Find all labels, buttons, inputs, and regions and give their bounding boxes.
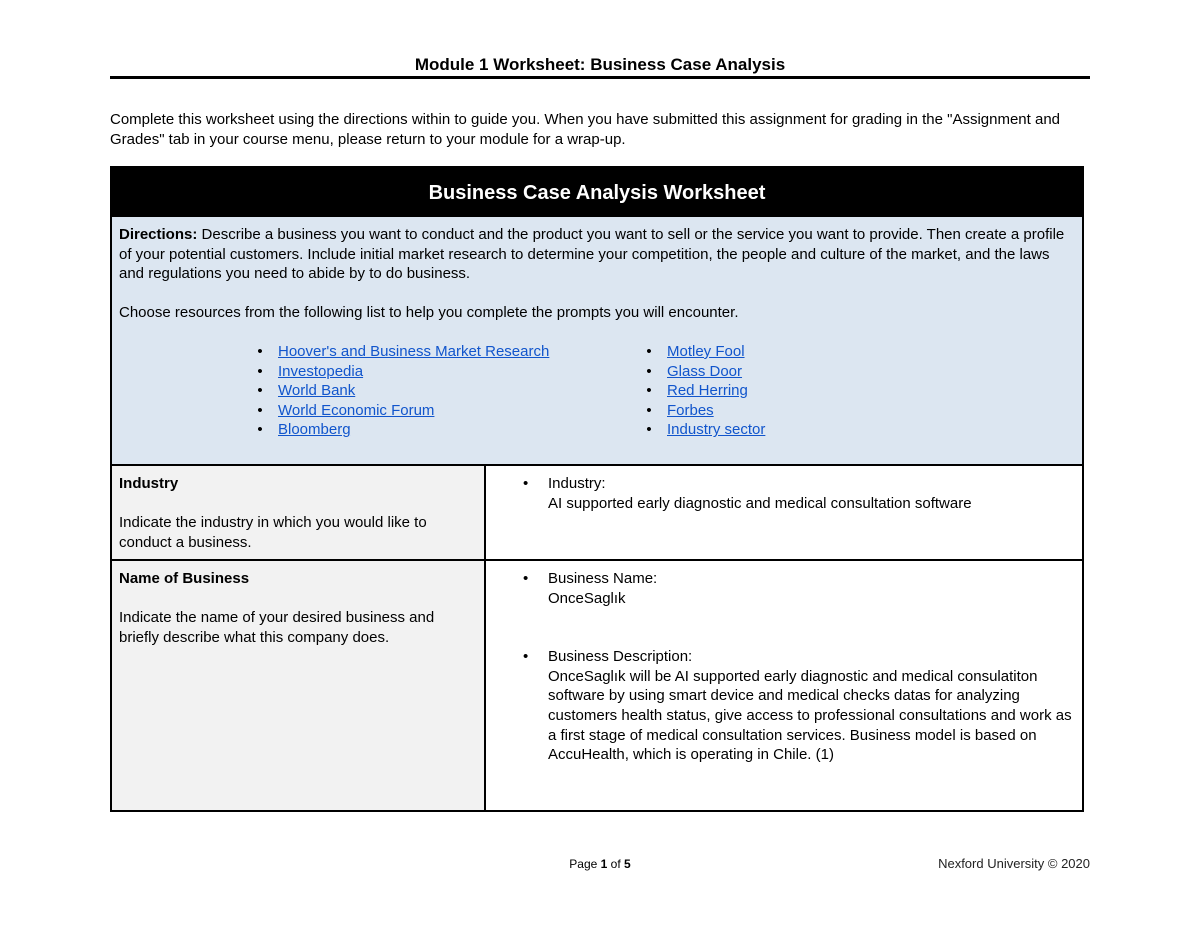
bullet-icon: • (257, 362, 263, 380)
answer-text: OnceSaglık (548, 589, 626, 607)
page-current: 1 (600, 857, 608, 871)
worksheet-table (110, 166, 1084, 812)
resource-link-motley-fool[interactable]: Motley Fool (667, 343, 745, 360)
title-divider (110, 76, 1090, 79)
answer-item (493, 647, 1075, 765)
directions-section (112, 217, 1082, 466)
bullet-icon: • (646, 382, 652, 400)
resource-link-forbes[interactable]: Forbes (667, 401, 714, 419)
resource-list-left (250, 342, 549, 440)
bullet-icon: • (523, 570, 529, 587)
bullet-icon: • (523, 648, 529, 666)
answer-cell[interactable] (486, 561, 1082, 810)
page-of: of (607, 857, 625, 871)
list-item (250, 362, 549, 382)
table-row-business-name (112, 561, 1082, 810)
list-item (639, 420, 765, 440)
resource-link-glass-door[interactable]: Glass Door (667, 362, 743, 380)
list-item (250, 342, 549, 362)
answer-item (493, 569, 1075, 608)
worksheet-title: Business Case Analysis Worksheet (112, 168, 1082, 217)
list-item (250, 401, 549, 421)
prompt-cell (112, 561, 486, 810)
resource-link-hoovers[interactable]: Hoover's and Business Market Research (278, 343, 550, 360)
resource-link-world-economic-forum[interactable]: World Economic Forum (278, 401, 435, 419)
list-item (639, 342, 765, 362)
resource-link-bloomberg[interactable]: Bloomberg (278, 421, 351, 439)
list-item (639, 362, 765, 382)
page-title: Module 1 Worksheet: Business Case Analysis (414, 55, 786, 74)
resource-link-red-herring[interactable]: Red Herring (667, 382, 748, 400)
answer-text: AI supported early diagnostic and medical consultation software (548, 494, 972, 512)
page-prefix: Page (569, 857, 601, 871)
directions-label: Directions: (119, 226, 198, 243)
bullet-icon: • (646, 343, 652, 360)
bullet-icon: • (646, 401, 652, 419)
bullet-icon: • (257, 401, 263, 419)
page-total: 5 (624, 857, 631, 871)
table-row-industry (112, 466, 1082, 561)
list-item (639, 401, 765, 421)
bullet-icon: • (257, 421, 263, 439)
list-item (250, 381, 549, 401)
bullet-icon: • (523, 475, 529, 492)
answer-item (493, 474, 1075, 513)
prompt-cell (112, 466, 486, 559)
directions-text: Describe a business you want to conduct and the product you want to sell or the service you want to provide. Then create a profile of your potential customers. Include initial market research to determine your competition, the people and culture of the market, and the laws and regulations you need to abide by to do business. (119, 226, 1065, 283)
resource-link-industry-sector[interactable]: Industry sector (667, 421, 766, 439)
intro-paragraph: Complete this worksheet using the directions within to guide you. When you have submitted this assignment for grading in the "Assignment and Grades" tab in your course menu, please return to your module for a wrap-up. (110, 111, 1061, 148)
resources-prompt: Choose resources from the following list to help you complete the prompts you will encounter. (119, 304, 739, 322)
bullet-icon: • (646, 421, 652, 439)
row-description: Indicate the industry in which you would like to conduct a business. (119, 514, 427, 551)
answer-heading: Business Description: (548, 648, 693, 666)
bullet-icon: • (257, 343, 263, 360)
resource-list-right (639, 342, 765, 440)
resource-link-world-bank[interactable]: World Bank (278, 382, 356, 400)
row-description: Indicate the name of your desired business and briefly describe what this company does. (119, 609, 435, 646)
directions-paragraph (119, 225, 1075, 284)
resource-link-investopedia[interactable]: Investopedia (278, 362, 364, 380)
bullet-icon: • (646, 362, 652, 380)
answer-heading: Industry: (548, 475, 606, 492)
copyright-notice: Nexford University © 2020 (938, 856, 1090, 871)
row-label: Name of Business (119, 570, 250, 587)
bullet-icon: • (257, 382, 263, 400)
answer-cell[interactable] (486, 466, 1082, 559)
row-label: Industry (119, 475, 179, 492)
answer-heading: Business Name: (548, 570, 658, 587)
answer-text: OnceSaglık will be AI supported early diagnostic and medical consulatiton software by using smart device and medical checks datas for analyzing customers health status, give access to professional consultations and work as a first stage of medical consultation services. Business model is based on AccuHealth, which is operating in Chile. (1) (548, 667, 1072, 764)
list-item (250, 420, 549, 440)
list-item (639, 381, 765, 401)
